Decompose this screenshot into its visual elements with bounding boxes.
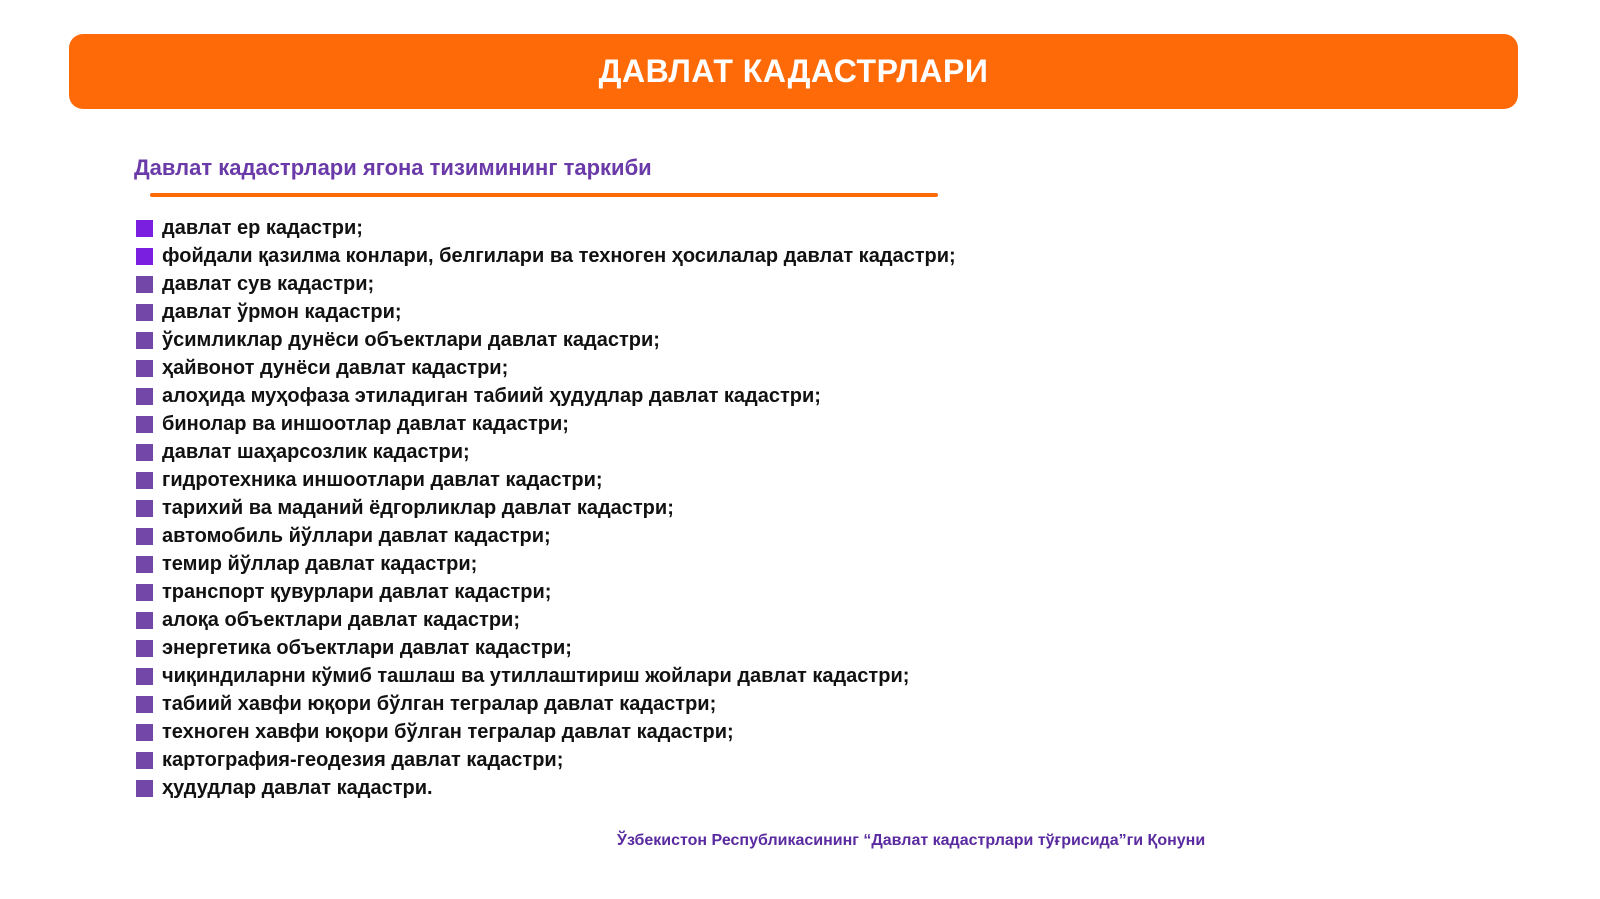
list-item-label: бинолар ва иншоотлар давлат кадастри; <box>162 412 569 435</box>
list-item <box>136 634 956 662</box>
square-bullet-icon <box>136 332 153 349</box>
list-item <box>136 662 956 690</box>
square-bullet-icon <box>136 444 153 461</box>
list-item <box>136 522 956 550</box>
square-bullet-icon <box>136 612 153 629</box>
list-item <box>136 774 956 802</box>
list-item <box>136 718 956 746</box>
square-bullet-icon <box>136 248 153 265</box>
list-item-label: давлат сув кадастри; <box>162 272 375 295</box>
list-item-label: ҳудудлар давлат кадастри. <box>162 776 433 799</box>
list-item-label: картография-геодезия давлат кадастри; <box>162 748 564 771</box>
square-bullet-icon <box>136 360 153 377</box>
list-item <box>136 382 956 410</box>
cadastre-list <box>136 214 956 802</box>
list-item <box>136 438 956 466</box>
square-bullet-icon <box>136 724 153 741</box>
list-item-label: алоқа объектлари давлат кадастри; <box>162 608 520 631</box>
list-item-label: техноген хавфи юқори бўлган тегралар давлат кадастри; <box>162 720 734 743</box>
list-item <box>136 690 956 718</box>
square-bullet-icon <box>136 304 153 321</box>
list-item-label: давлат шаҳарсозлик кадастри; <box>162 440 470 463</box>
list-item <box>136 326 956 354</box>
list-item <box>136 550 956 578</box>
square-bullet-icon <box>136 388 153 405</box>
list-item <box>136 494 956 522</box>
list-item-label: давлат ер кадастри; <box>162 216 363 239</box>
list-item-label: ҳайвонот дунёси давлат кадастри; <box>162 356 509 379</box>
list-item-label: гидротехника иншоотлари давлат кадастри; <box>162 468 603 491</box>
list-item <box>136 746 956 774</box>
square-bullet-icon <box>136 556 153 573</box>
square-bullet-icon <box>136 696 153 713</box>
square-bullet-icon <box>136 528 153 545</box>
square-bullet-icon <box>136 416 153 433</box>
square-bullet-icon <box>136 668 153 685</box>
square-bullet-icon <box>136 752 153 769</box>
square-bullet-icon <box>136 472 153 489</box>
list-item <box>136 466 956 494</box>
section-subtitle: Давлат кадастрлари ягона тизимининг таркиби <box>134 155 652 180</box>
list-item-label: табиий хавфи юқори бўлган тегралар давлат кадастри; <box>162 692 717 715</box>
list-item <box>136 214 956 242</box>
square-bullet-icon <box>136 640 153 657</box>
square-bullet-icon <box>136 220 153 237</box>
list-item <box>136 410 956 438</box>
square-bullet-icon <box>136 584 153 601</box>
list-item-label: темир йўллар давлат кадастри; <box>162 552 478 575</box>
square-bullet-icon <box>136 276 153 293</box>
list-item-label: транспорт қувурлари давлат кадастри; <box>162 580 552 603</box>
list-item <box>136 298 956 326</box>
list-item-label: автомобиль йўллари давлат кадастри; <box>162 524 551 547</box>
list-item <box>136 270 956 298</box>
page-title: ДАВЛАТ КАДАСТРЛАРИ <box>598 53 989 89</box>
list-item-label: энергетика объектлари давлат кадастри; <box>162 636 572 659</box>
list-item-label: тарихий ва маданий ёдгорликлар давлат кадастри; <box>162 496 674 519</box>
source-citation: Ўзбекистон Республикасининг “Давлат кадастрлари тўғрисида”ги Қонуни <box>617 832 1206 849</box>
list-item-label: алоҳида муҳофаза этиладиган табиий ҳудудлар давлат кадастри; <box>162 384 821 407</box>
list-item <box>136 578 956 606</box>
list-item-label: давлат ўрмон кадастри; <box>162 300 402 323</box>
list-item-label: фойдали қазилма конлари, белгилари ва техноген ҳосилалар давлат кадастри; <box>162 244 956 267</box>
list-item <box>136 242 956 270</box>
list-item-label: ўсимликлар дунёси объектлари давлат кадастри; <box>162 328 660 351</box>
list-item-label: чиқиндиларни кўмиб ташлаш ва утиллаштириш жойлари давлат кадастри; <box>162 664 910 687</box>
square-bullet-icon <box>136 500 153 517</box>
list-item <box>136 354 956 382</box>
title-banner <box>69 34 1518 109</box>
list-item <box>136 606 956 634</box>
square-bullet-icon <box>136 780 153 797</box>
accent-divider <box>150 193 938 197</box>
